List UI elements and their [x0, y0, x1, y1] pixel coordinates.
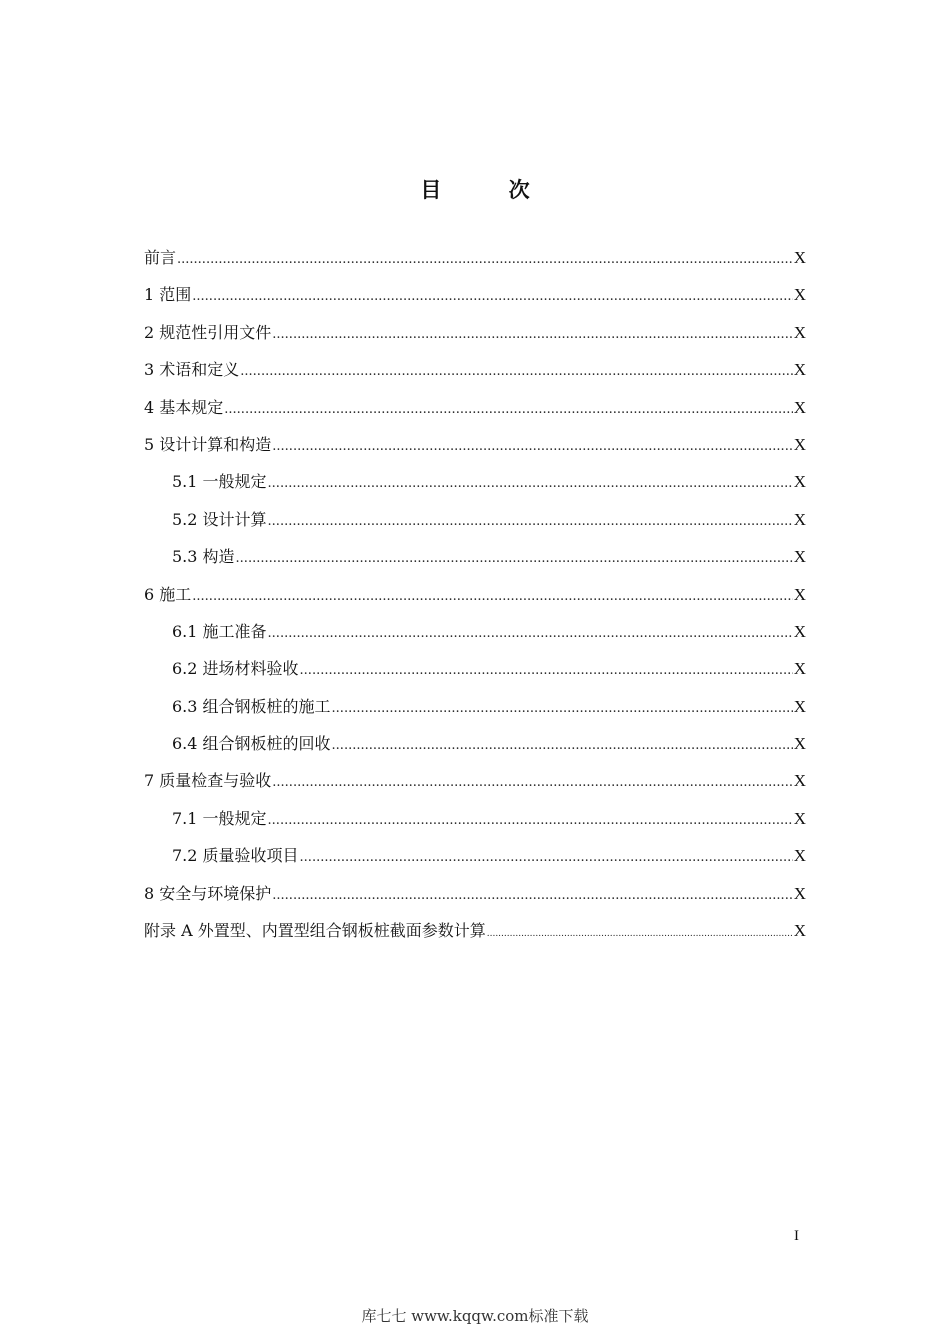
- toc-entry-construction[interactable]: [144, 581, 806, 618]
- toc-entry-quality[interactable]: [144, 767, 806, 804]
- toc-entry-label: 6.1 施工准备: [172, 621, 267, 641]
- toc-entry-6-1[interactable]: [144, 618, 806, 655]
- toc-entry-label: 6.2 进场材料验收: [172, 659, 299, 679]
- toc-entry-page: X: [793, 808, 806, 828]
- toc-leader-dots: [268, 620, 793, 648]
- toc-entry-page: X: [793, 846, 806, 866]
- toc-entry-safety[interactable]: [144, 880, 806, 917]
- toc-leader-dots: [300, 657, 793, 685]
- toc-entry-5-3[interactable]: [144, 543, 806, 580]
- toc-entry-label: 4 基本规定: [144, 397, 224, 417]
- toc-list: [144, 244, 806, 954]
- toc-leader-dots: [177, 246, 793, 274]
- toc-entry-page: X: [793, 547, 806, 567]
- toc-entry-label: 8 安全与环境保护: [144, 883, 272, 903]
- toc-entry-page: X: [793, 921, 806, 941]
- toc-entry-page: X: [793, 397, 806, 417]
- toc-entry-label: 5.1 一般规定: [172, 472, 267, 492]
- toc-leader-dots: [240, 358, 792, 386]
- toc-leader-dots: [272, 769, 792, 797]
- toc-entry-label: 6 施工: [144, 584, 192, 604]
- toc-leader-dots: [272, 321, 792, 349]
- toc-entry-scope[interactable]: [144, 281, 806, 318]
- toc-entry-label: 6.3 组合钢板桩的施工: [172, 696, 331, 716]
- toc-entry-page: X: [793, 322, 806, 342]
- toc-entry-page: X: [793, 248, 806, 267]
- toc-entry-label: 5.2 设计计算: [172, 509, 267, 529]
- toc-leader-dots: [268, 508, 793, 536]
- toc-leader-dots: [487, 920, 793, 948]
- toc-entry-7-1[interactable]: [144, 805, 806, 842]
- page-number: I: [794, 1228, 799, 1244]
- toc-entry-basic-requirements[interactable]: [144, 394, 806, 431]
- toc-entry-page: X: [793, 584, 806, 604]
- toc-leader-dots: [268, 807, 793, 835]
- toc-entry-page: X: [793, 472, 806, 492]
- toc-entry-5-2[interactable]: [144, 506, 806, 543]
- toc-entry-label: 7.2 质量验收项目: [172, 846, 299, 866]
- toc-entry-label: 1 范围: [144, 285, 192, 305]
- toc-leader-dots: [236, 545, 793, 573]
- toc-entry-page: X: [793, 360, 806, 380]
- toc-leader-dots: [332, 695, 793, 723]
- footer-watermark: 库七七 www.kqqw.com标准下载: [361, 1307, 589, 1325]
- toc-entry-foreword[interactable]: [144, 244, 806, 281]
- toc-leader-dots: [272, 433, 792, 461]
- toc-entry-label: 7 质量检查与验收: [144, 771, 272, 791]
- toc-entry-label: 5 设计计算和构造: [144, 434, 272, 454]
- toc-entry-page: X: [793, 883, 806, 903]
- toc-leader-dots: [268, 470, 793, 498]
- toc-entry-page: X: [793, 696, 806, 716]
- toc-entry-page: X: [793, 621, 806, 641]
- toc-title: 目 次: [420, 177, 560, 202]
- toc-entry-page: X: [793, 659, 806, 679]
- toc-entry-page: X: [793, 434, 806, 454]
- toc-entry-label: 3 术语和定义: [144, 360, 240, 380]
- toc-entry-label: 5.3 构造: [172, 547, 235, 567]
- toc-entry-page: X: [793, 771, 806, 791]
- toc-entry-page: X: [793, 509, 806, 529]
- toc-leader-dots: [300, 844, 793, 872]
- toc-entry-label: 附录 A 外置型、内置型组合钢板桩截面参数计算: [144, 921, 486, 941]
- toc-entry-normative-references[interactable]: [144, 319, 806, 356]
- toc-entry-terms[interactable]: [144, 356, 806, 393]
- toc-entry-6-3[interactable]: [144, 693, 806, 730]
- toc-entry-page: X: [793, 285, 806, 305]
- toc-entry-label: 2 规范性引用文件: [144, 322, 272, 342]
- toc-entry-7-2[interactable]: [144, 842, 806, 879]
- toc-leader-dots: [192, 283, 792, 311]
- toc-entry-design[interactable]: [144, 431, 806, 468]
- toc-entry-5-1[interactable]: [144, 468, 806, 505]
- toc-leader-dots: [272, 882, 792, 910]
- toc-entry-6-4[interactable]: [144, 730, 806, 767]
- toc-entry-label: 前言: [144, 248, 177, 267]
- toc-entry-label: 7.1 一般规定: [172, 808, 267, 828]
- toc-entry-6-2[interactable]: [144, 655, 806, 692]
- toc-entry-appendix-a[interactable]: [144, 917, 806, 954]
- toc-leader-dots: [224, 396, 792, 424]
- toc-entry-label: 6.4 组合钢板桩的回收: [172, 734, 331, 754]
- toc-leader-dots: [192, 583, 792, 611]
- toc-leader-dots: [332, 732, 793, 760]
- toc-entry-page: X: [793, 734, 806, 754]
